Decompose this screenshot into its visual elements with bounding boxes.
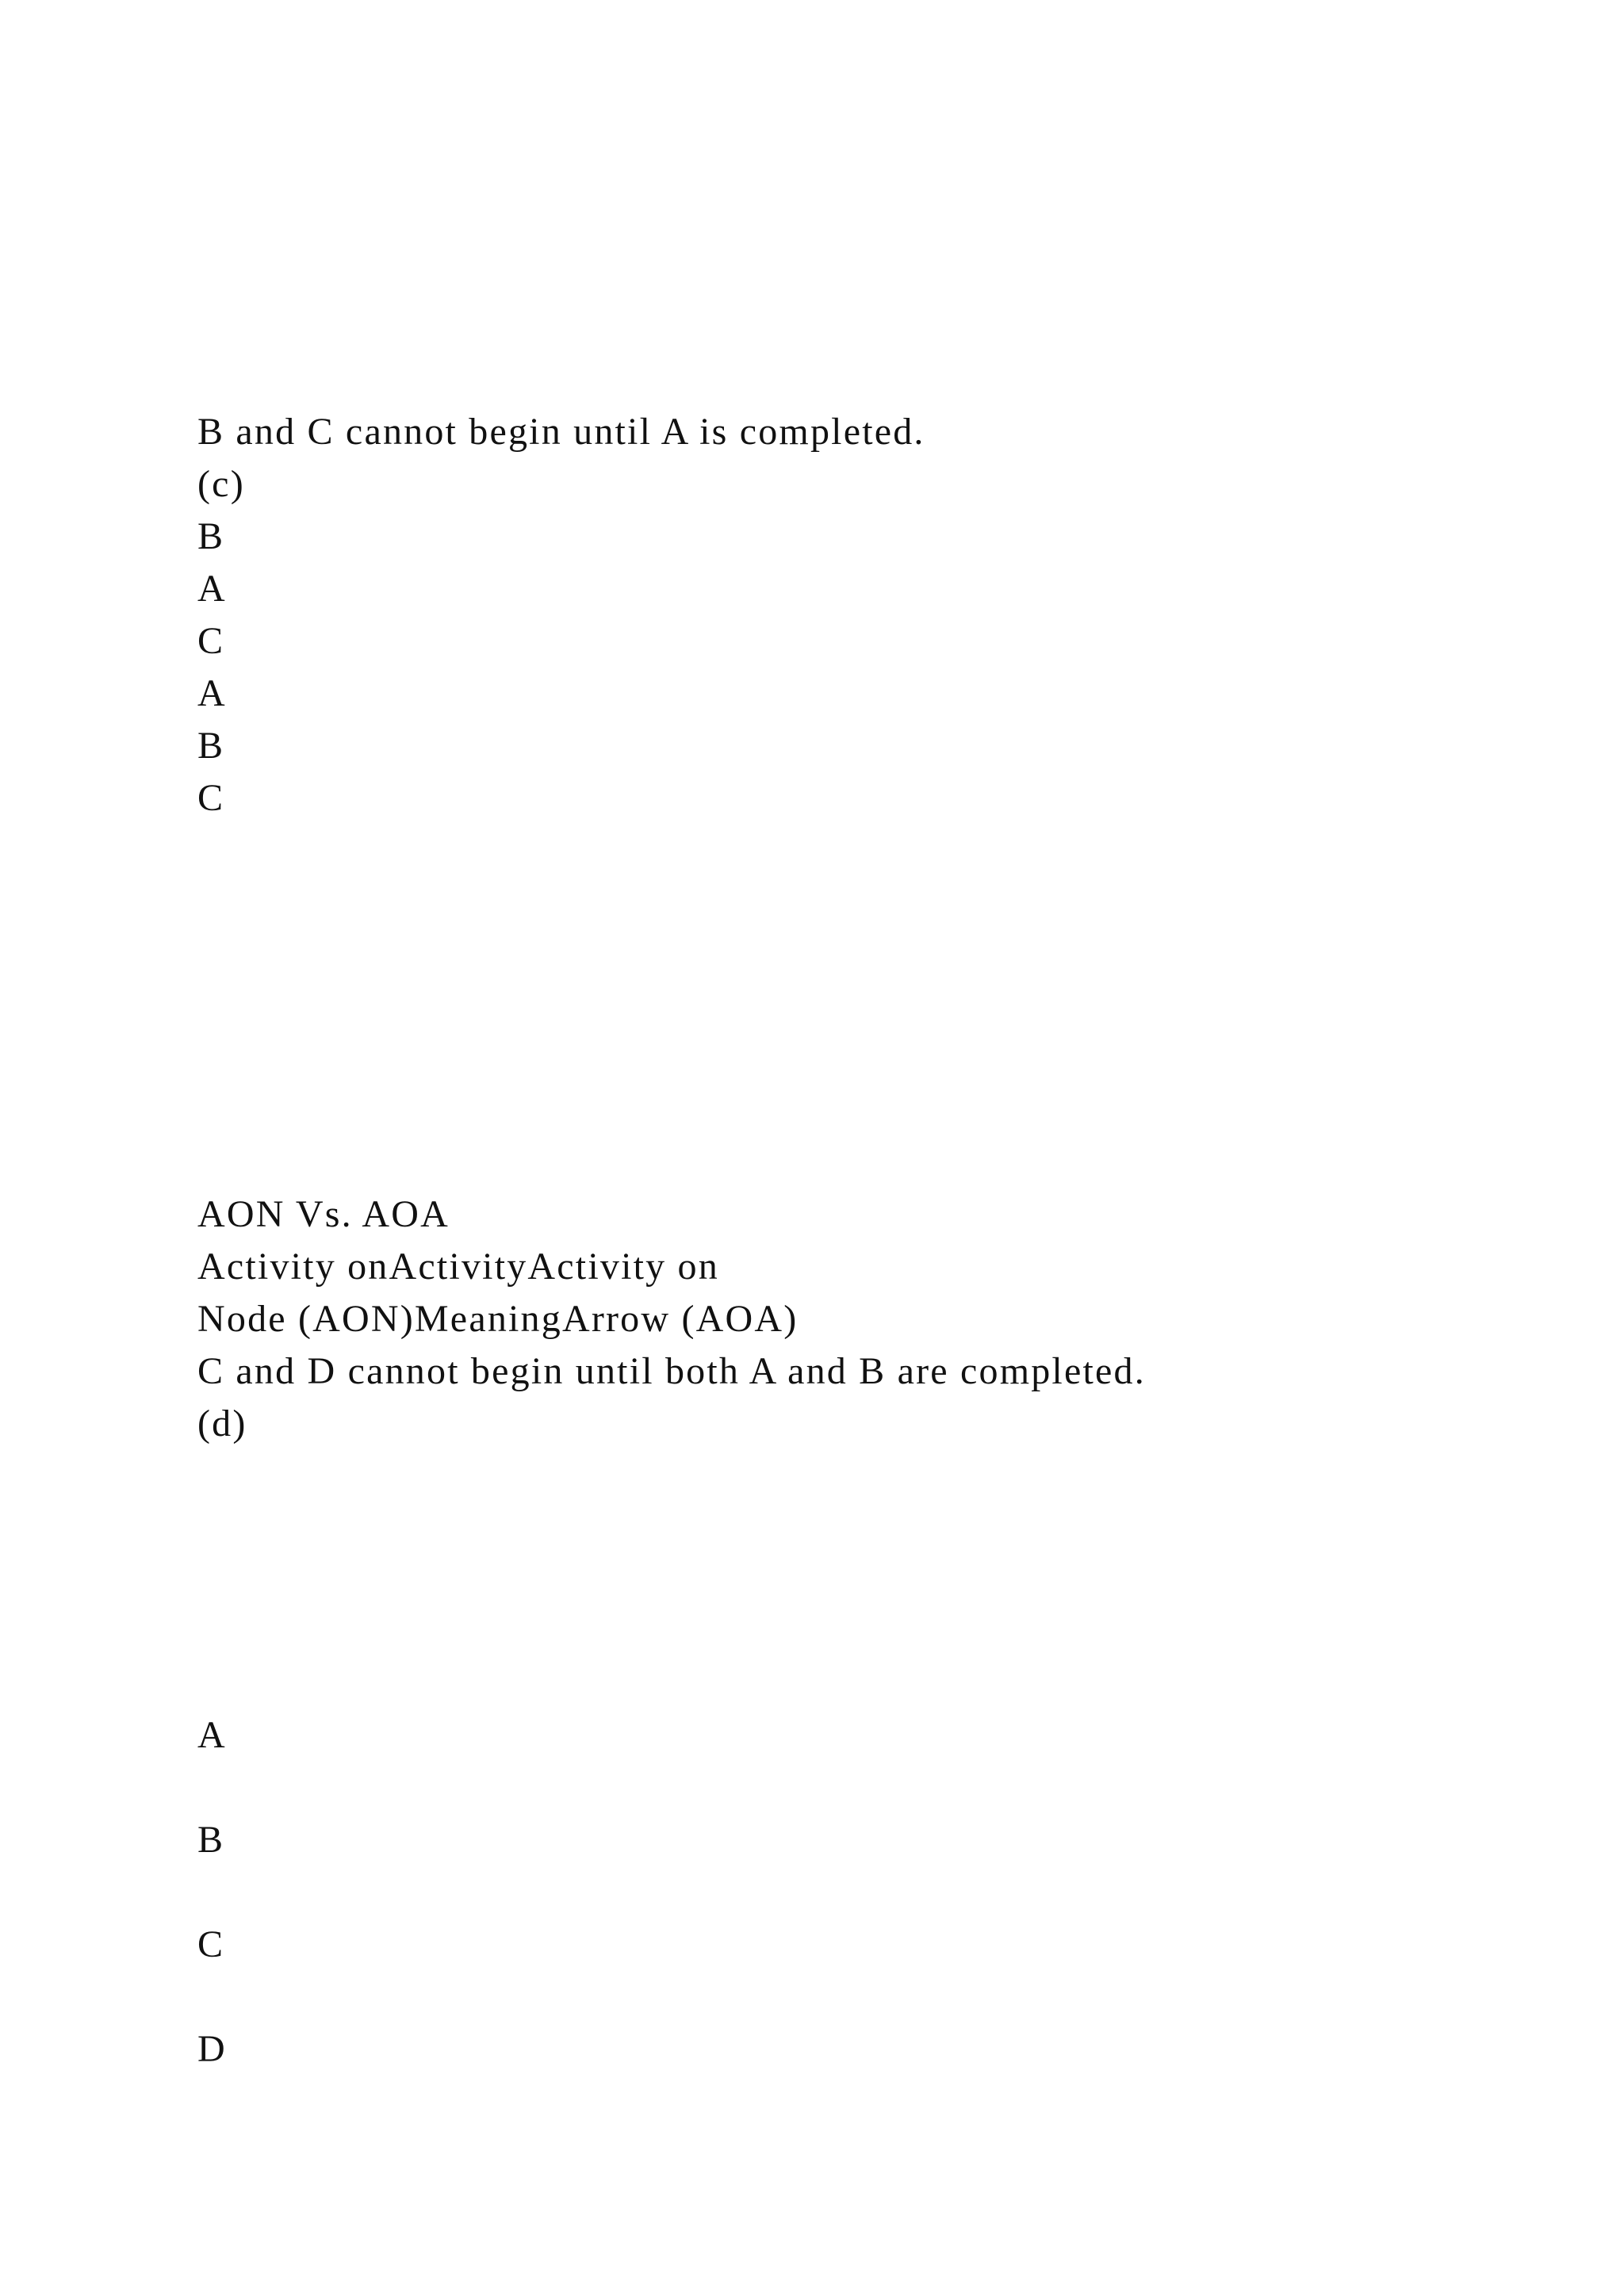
node-label: B <box>197 1819 225 1861</box>
node-label: C <box>197 620 225 662</box>
section-d-meaning: C and D cannot begin until both A and B are completed. <box>197 1350 1146 1392</box>
section-d-label: (d) <box>197 1402 247 1445</box>
section-c-label: (c) <box>197 463 245 505</box>
table-header-line-1: Activity onActivityActivity on <box>197 1246 719 1288</box>
node-label: A <box>197 1714 227 1756</box>
node-label: C <box>197 1923 225 1965</box>
node-label: B <box>197 515 225 557</box>
node-label: D <box>197 2028 227 2070</box>
node-label: B <box>197 725 225 767</box>
section-title: AON Vs. AOA <box>197 1193 450 1235</box>
section-c-meaning: B and C cannot begin until A is completed. <box>197 411 925 453</box>
table-header-line-2: Node (AON)MeaningArrow (AOA) <box>197 1298 799 1340</box>
node-label: C <box>197 777 225 819</box>
node-label: A <box>197 568 227 610</box>
node-label: A <box>197 672 227 714</box>
